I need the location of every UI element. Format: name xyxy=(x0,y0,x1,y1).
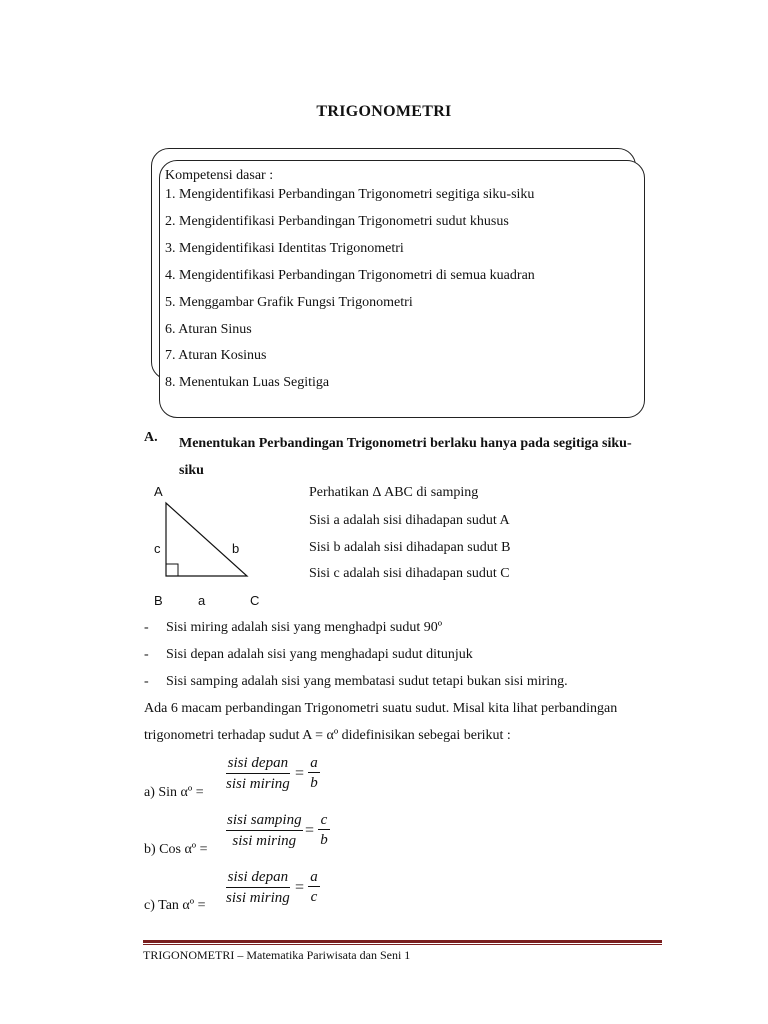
kompetensi-item: 7. Aturan Kosinus xyxy=(165,348,267,363)
kompetensi-item: 1. Mengidentifikasi Perbandingan Trigonometri segitiga siku-siku xyxy=(165,187,535,202)
kompetensi-item: 3. Mengidentifikasi Identitas Trigonometri xyxy=(165,241,404,256)
fraction-sin-short xyxy=(308,755,320,792)
fraction-numerator: a xyxy=(308,755,320,773)
fraction-cos-short xyxy=(318,812,330,849)
triangle-note: Perhatikan Δ ABC di samping xyxy=(309,485,479,500)
triangle-note: Sisi b adalah sisi dihadapan sudut B xyxy=(309,540,511,555)
right-angle-marker xyxy=(166,564,178,576)
right-triangle-diagram xyxy=(150,500,260,582)
section-title: Menentukan Perbandingan Trigonometri berlaku hanya pada segitiga siku-siku xyxy=(179,436,632,478)
equals-sign: = xyxy=(295,879,305,896)
fraction-cos xyxy=(226,812,303,850)
triangle-note: Sisi a adalah sisi dihadapan sudut A xyxy=(309,513,510,528)
equals-sign: = xyxy=(305,822,315,839)
fraction-tan xyxy=(226,869,290,907)
side-label-b: b xyxy=(232,541,240,556)
bullet-dash: - xyxy=(144,674,149,689)
fraction-numerator: sisi depan xyxy=(226,869,290,888)
fraction-sin xyxy=(226,755,290,793)
footer-rule-thick xyxy=(143,940,662,943)
section-number: A. xyxy=(144,430,158,445)
fraction-numerator: sisi samping xyxy=(226,812,303,831)
fraction-denominator: b xyxy=(320,832,328,848)
bullet-item: Sisi miring adalah sisi yang menghadpi sudut 90º xyxy=(166,620,443,635)
fraction-denominator: c xyxy=(310,889,318,905)
paragraph-line: trigonometri terhadap sudut A = αº didefinisikan sebegai berikut : xyxy=(144,728,511,743)
fraction-tan-short xyxy=(308,869,320,906)
formula-label-cos: b) Cos αº = xyxy=(144,842,208,857)
bullet-dash: - xyxy=(144,647,149,662)
page-footer: TRIGONOMETRI – Matematika Pariwisata dan Seni 1 xyxy=(143,948,411,962)
fraction-denominator: sisi miring xyxy=(232,833,297,849)
formula-label-sin: a) Sin αº = xyxy=(144,785,204,800)
footer-rule-thin xyxy=(143,944,662,945)
fraction-numerator: sisi depan xyxy=(226,755,290,774)
kompetensi-item: 6. Aturan Sinus xyxy=(165,322,252,337)
triangle-note: Sisi c adalah sisi dihadapan sudut C xyxy=(309,566,510,581)
fraction-denominator: b xyxy=(310,775,318,791)
page-title: TRIGONOMETRI xyxy=(316,103,452,120)
kompetensi-item: 8. Menentukan Luas Segitiga xyxy=(165,375,330,390)
formula-label-tan: c) Tan αº = xyxy=(144,898,206,913)
fraction-numerator: c xyxy=(318,812,330,830)
equals-sign: = xyxy=(295,765,305,782)
side-label-a: a xyxy=(198,593,206,608)
side-label-c: c xyxy=(154,541,161,556)
fraction-denominator: sisi miring xyxy=(226,776,290,792)
vertex-label-b: B xyxy=(154,593,163,608)
vertex-label-c: C xyxy=(250,593,260,608)
kompetensi-item: 5. Menggambar Grafik Fungsi Trigonometri xyxy=(165,295,413,310)
bullet-item: Sisi depan adalah sisi yang menghadapi sudut ditunjuk xyxy=(166,647,473,662)
bullet-item: Sisi samping adalah sisi yang membatasi sudut tetapi bukan sisi miring. xyxy=(166,674,568,689)
fraction-denominator: sisi miring xyxy=(226,890,290,906)
paragraph-line: Ada 6 macam perbandingan Trigonometri suatu sudut. Misal kita lihat perbandingan xyxy=(144,701,618,716)
bullet-dash: - xyxy=(144,620,149,635)
kompetensi-heading: Kompetensi dasar : xyxy=(165,168,274,183)
fraction-numerator: a xyxy=(308,869,320,887)
kompetensi-item: 2. Mengidentifikasi Perbandingan Trigonometri sudut khusus xyxy=(165,214,509,229)
kompetensi-item: 4. Mengidentifikasi Perbandingan Trigonometri di semua kuadran xyxy=(165,268,535,283)
vertex-label-a: A xyxy=(154,484,163,499)
